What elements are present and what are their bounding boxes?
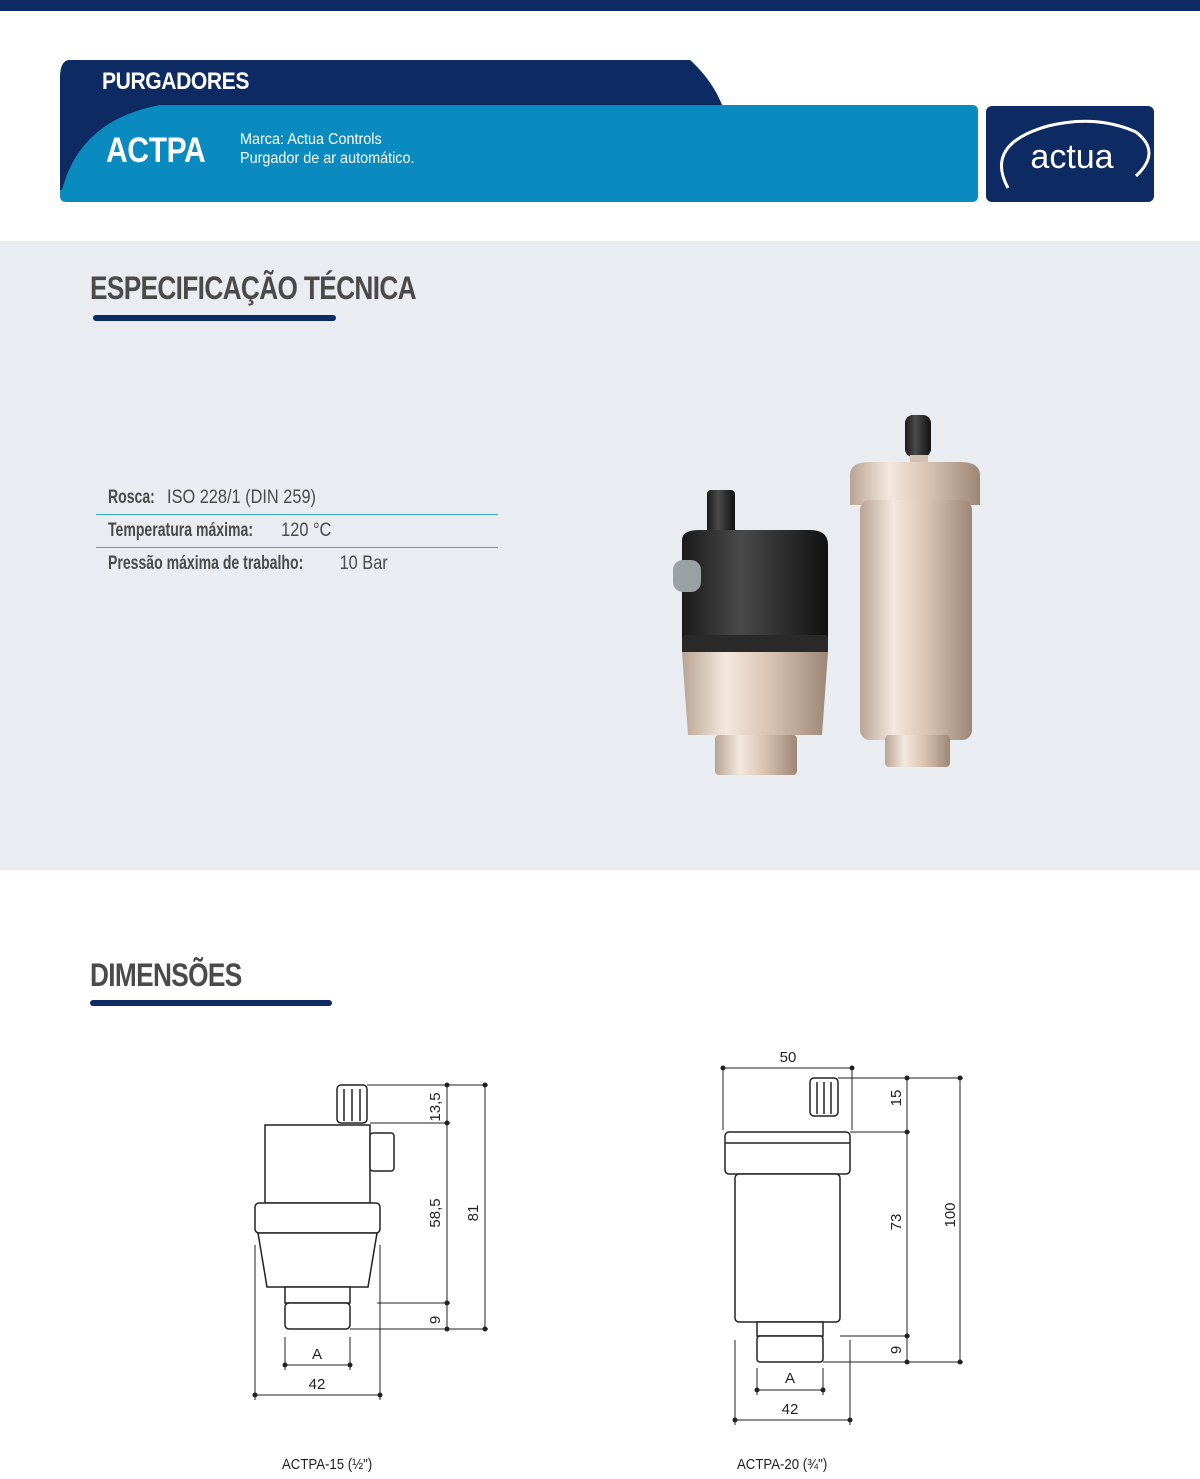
dim-total: 81	[465, 1204, 482, 1222]
spec-row-temperature	[96, 515, 498, 548]
dim-top-width: 50	[779, 1049, 797, 1066]
brand-line: Marca: Actua Controls	[240, 131, 382, 148]
dimensions-title-underline	[90, 1000, 332, 1006]
dim-thread: A	[784, 1370, 796, 1387]
dimensions-title: DIMENSÕES	[90, 957, 242, 993]
dim-middle: 58,5	[427, 1198, 444, 1228]
spec-title: ESPECIFICAÇÃO TÉCNICA	[90, 270, 416, 306]
model-title: ACTPA	[106, 131, 206, 170]
dim-thread: A	[311, 1346, 323, 1363]
drawing-actpa-20	[705, 1040, 980, 1430]
drawing-actpa-15	[240, 1075, 510, 1420]
category-title: PURGADORES	[102, 68, 249, 95]
spec-label: Temperatura máxima:	[108, 520, 254, 541]
caption-actpa-20: ACTPA-20 (¾")	[737, 1456, 828, 1473]
dim-top: 15	[888, 1089, 905, 1107]
spec-label: Rosca:	[108, 487, 155, 508]
dim-total: 100	[942, 1202, 959, 1228]
spec-row-pressure	[96, 548, 498, 580]
spec-list	[96, 482, 498, 580]
svg-text:actua: actua	[1030, 138, 1114, 176]
brand-description	[240, 130, 415, 168]
actua-logo	[986, 106, 1154, 202]
spec-title-underline	[93, 315, 336, 321]
spec-row-thread	[96, 482, 498, 515]
dim-bottom: 9	[427, 1315, 444, 1325]
spec-label: Pressão máxima de trabalho:	[108, 553, 304, 574]
spec-value: ISO 228/1 (DIN 259)	[167, 487, 316, 508]
spec-value: 120 °C	[281, 520, 332, 541]
dim-top: 13,5	[427, 1092, 444, 1122]
dim-middle: 73	[888, 1213, 905, 1231]
product-photo	[660, 400, 1080, 800]
spec-value: 10 Bar	[339, 553, 388, 574]
description-line: Purgador de ar automático.	[240, 150, 415, 167]
dim-width: 42	[308, 1376, 326, 1393]
dim-bottom: 9	[888, 1345, 905, 1355]
caption-actpa-15: ACTPA-15 (½")	[282, 1456, 373, 1473]
dim-width: 42	[781, 1401, 799, 1418]
